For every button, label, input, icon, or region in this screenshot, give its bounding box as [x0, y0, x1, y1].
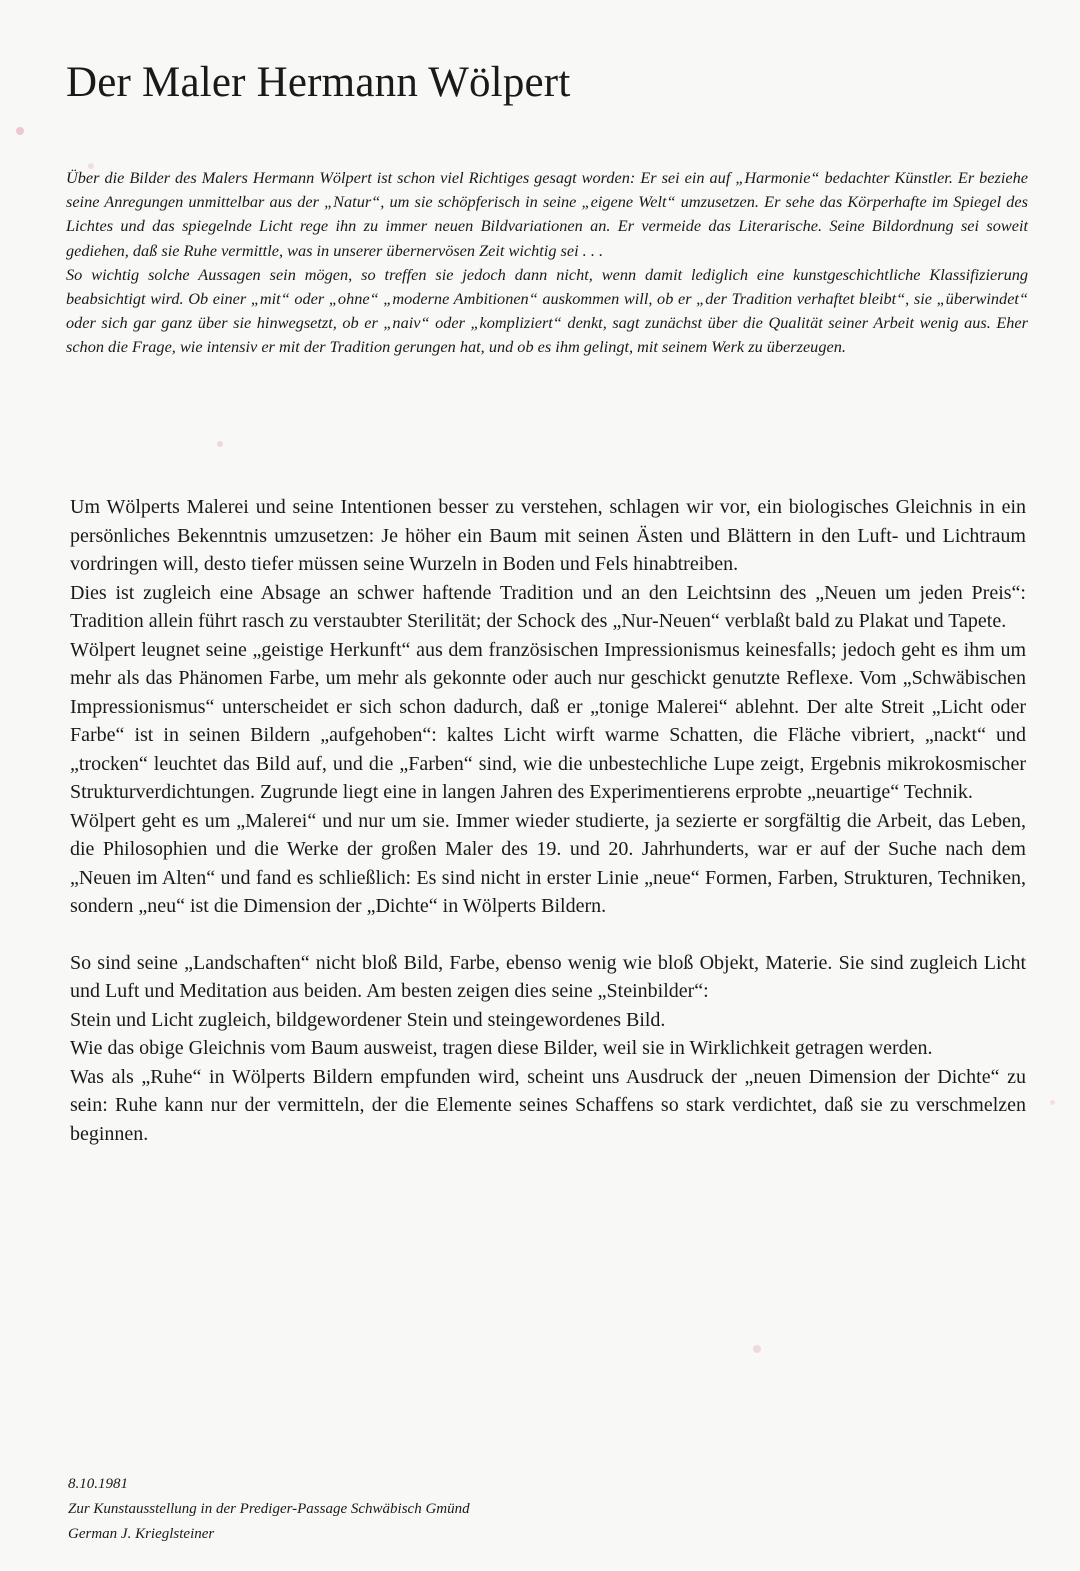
body-paragraph: Wie das obige Gleichnis vom Baum ausweist, tragen diese Bilder, weil sie in Wirklichkeit getragen werden.: [70, 1037, 933, 1059]
footer-author: German J. Krieglsteiner: [68, 1526, 215, 1542]
paper-speck: [1050, 1100, 1055, 1105]
body-section: [70, 493, 1026, 1148]
footer-occasion: Zur Kunstausstellung in der Prediger-Passage Schwäbisch Gmünd: [68, 1501, 470, 1517]
body-paragraph: So sind seine „Landschaften“ nicht bloß Bild, Farbe, ebenso wenig wie bloß Objekt, Materie. Sie sind zugleich Licht und Luft und Meditation aus beiden. Am besten zeigen dies seine „Steinbilder“:: [70, 951, 1026, 1002]
document-title: Der Maler Hermann Wölpert: [66, 59, 571, 106]
paper-speck: [217, 441, 223, 447]
body-paragraph: Dies ist zugleich eine Absage an schwer haftende Tradition und an den Leichtsinn des „Neuen um jeden Preis“: Tradition allein führt rasch zu verstaubter Sterilität; der Schock des „Nur-Neuen“ verblaßt bald zu Plakat und Tapete.: [70, 581, 1026, 632]
footer-signature: [68, 1472, 470, 1547]
intro-paragraph: So wichtig solche Aussagen sein mögen, so treffen sie jedoch dann nicht, wenn damit lediglich eine kunstgeschichtliche Klassifizierung beabsichtigt wird. Ob einer „mit“ oder „ohne“ „moderne Ambitionen“ auskommen will, ob er „der Tradition verhaftet bleibt“, sie „überwindet“ oder sich gar ganz über sie hinwegsetzt, ob er „naiv“ oder „kompliziert“ denkt, sagt zunächst über die Qualität seiner Arbeit wenig aus. Eher schon die Frage, wie intensiv er mit der Tradition gerungen hat, und ob es ihm gelingt, mit seinem Werk zu überzeugen.: [66, 264, 1028, 357]
body-paragraph: Stein und Licht zugleich, bildgewordener Stein und steingewordenes Bild.: [70, 1008, 666, 1031]
paper-speck: [88, 163, 94, 169]
intro-paragraph: Über die Bilder des Malers Hermann Wölpert ist schon viel Richtiges gesagt worden: Er sei ein auf „Harmonie“ bedachter Künstler. Er beziehe seine Anregungen unmittelbar aus der „Natur“, um sie schöpferisch in seine „eigene Welt“ umzusetzen. Er sehe das Körperhafte im Spiegel des Lichtes und das spiegelnde Licht rege ihn zu immer neuen Bildvariationen an. Er vermeide das Literarische. Seine Bildordnung sei soweit gediehen, daß sie Ruhe vermittle, was in unserer übernervösen Zeit wichtig sei . . .: [66, 168, 1028, 260]
body-paragraph: Wölpert geht es um „Malerei“ und nur um sie. Immer wieder studierte, ja sezierte er sorgfältig die Arbeit, das Leben, die Philosophien und die Werke der großen Maler des 19. und 20. Jahrhunderts, war er auf der Suche nach dem „Neuen im Alten“ und fand es schließlich: Es sind nicht in erster Linie „neue“ Formen, Farben, Strukturen, Techniken, sondern „neu“ ist die Dimension der „Dichte“ in Wölperts Bildern.: [70, 809, 1026, 917]
paper-speck: [753, 1345, 761, 1353]
body-paragraph: Um Wölperts Malerei und seine Intentionen besser zu verstehen, schlagen wir vor, ein biologisches Gleichnis in ein persönliches Bekenntnis umzusetzen: Je höher ein Baum mit seinen Ästen und Blättern in den Luft- und Lichtraum vordringen will, desto tiefer müssen seine Wurzeln in Boden und Fels hinabtreiben.: [70, 496, 1026, 575]
paragraph-gap: [70, 921, 1026, 949]
intro-section: [66, 166, 1028, 360]
paper-speck: [16, 127, 24, 135]
body-paragraph: Was als „Ruhe“ in Wölperts Bildern empfunden wird, scheint uns Ausdruck der „neuen Dimension der Dichte“ zu sein: Ruhe kann nur der vermitteln, der die Elemente seines Schaffens so stark verdichtet, daß sie zu verschmelzen beginnen.: [70, 1065, 1026, 1145]
footer-date: 8.10.1981: [68, 1476, 128, 1492]
body-paragraph: Wölpert leugnet seine „geistige Herkunft“ aus dem französischen Impressionismus keinesfalls; jedoch geht es ihm um mehr als das Phänomen Farbe, um mehr als gekonnte oder auch nur geschickt genutzte Reflexe. Vom „Schwäbischen Impressionismus“ unterscheidet er sich schon dadurch, daß er „tonige Malerei“ ablehnt. Der alte Streit „Licht oder Farbe“ ist in seinen Bildern „aufgehoben“: kaltes Licht wirft warme Schatten, die Fläche vibriert, „nackt“ und „trocken“ leuchtet das Bild auf, und die „Farben“ sind, wie die unbestechliche Lupe zeigt, Ergebnis mikrokosmischer Strukturverdichtungen. Zugrunde liegt eine in langen Jahren des Experimentierens erprobte „neuartige“ Technik.: [70, 638, 1026, 803]
